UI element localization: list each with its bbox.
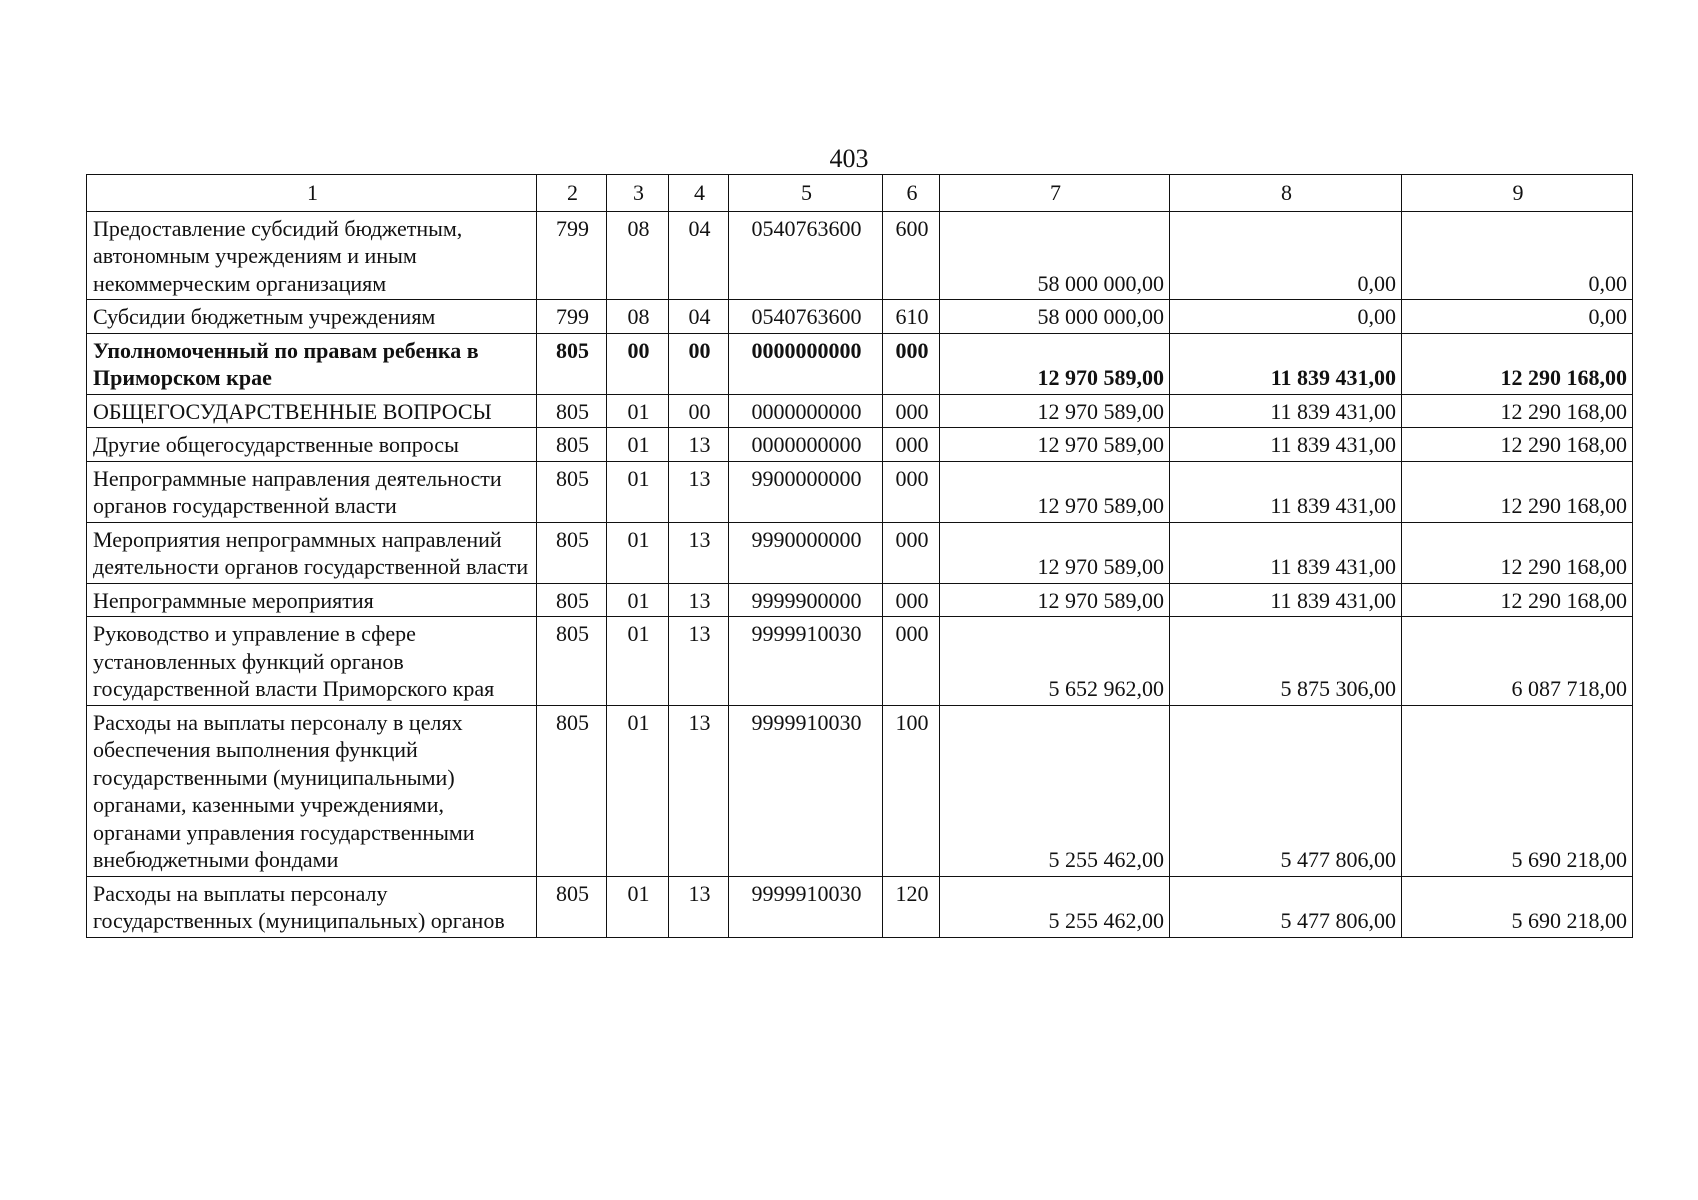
expense-type-cell: 100 [883, 705, 940, 876]
ministry-code-cell: 805 [537, 705, 607, 876]
target-article-cell: 0540763600 [729, 300, 883, 334]
target-article-cell: 9999910030 [729, 705, 883, 876]
section-code-cell: 01 [607, 617, 669, 706]
item-name-cell: Предоставление субсидий бюджетным, автономным учреждениям и иным некоммерческим организациям [87, 211, 537, 300]
table-row [87, 705, 1633, 876]
section-code-cell: 01 [607, 522, 669, 583]
subsection-code-cell: 13 [669, 461, 729, 522]
budget-table [86, 174, 1633, 938]
column-header: 7 [940, 175, 1170, 212]
subsection-code-cell: 13 [669, 583, 729, 617]
ministry-code-cell: 805 [537, 583, 607, 617]
amount-col7-cell: 5 255 462,00 [940, 876, 1170, 937]
subsection-code-cell: 13 [669, 705, 729, 876]
amount-col8-cell: 11 839 431,00 [1170, 461, 1402, 522]
item-name-cell: Уполномоченный по правам ребенка в Приморском крае [87, 333, 537, 394]
amount-col9-cell: 6 087 718,00 [1402, 617, 1633, 706]
expense-type-cell: 000 [883, 617, 940, 706]
amount-col8-cell: 5 477 806,00 [1170, 876, 1402, 937]
column-header: 4 [669, 175, 729, 212]
expense-type-cell: 120 [883, 876, 940, 937]
table-row [87, 461, 1633, 522]
item-name-cell: Непрограммные мероприятия [87, 583, 537, 617]
amount-col7-cell: 12 970 589,00 [940, 522, 1170, 583]
amount-col8-cell: 5 477 806,00 [1170, 705, 1402, 876]
target-article-cell: 0000000000 [729, 333, 883, 394]
amount-col9-cell: 5 690 218,00 [1402, 876, 1633, 937]
amount-col9-cell: 12 290 168,00 [1402, 333, 1633, 394]
section-code-cell: 00 [607, 333, 669, 394]
subsection-code-cell: 00 [669, 333, 729, 394]
amount-col7-cell: 58 000 000,00 [940, 300, 1170, 334]
ministry-code-cell: 805 [537, 394, 607, 428]
amount-col9-cell: 5 690 218,00 [1402, 705, 1633, 876]
expense-type-cell: 000 [883, 394, 940, 428]
amount-col7-cell: 58 000 000,00 [940, 211, 1170, 300]
expense-type-cell: 000 [883, 583, 940, 617]
amount-col8-cell: 11 839 431,00 [1170, 428, 1402, 462]
column-header: 6 [883, 175, 940, 212]
table-row [87, 617, 1633, 706]
table-row [87, 211, 1633, 300]
item-name-cell: Расходы на выплаты персоналу в целях обеспечения выполнения функций государственными (муниципальными) органами, казенными учреждениями, органами управления государственными внебюджетными фондами [87, 705, 537, 876]
column-number-row [87, 175, 1633, 212]
amount-col8-cell: 11 839 431,00 [1170, 333, 1402, 394]
item-name-cell: Субсидии бюджетным учреждениям [87, 300, 537, 334]
target-article-cell: 0000000000 [729, 394, 883, 428]
ministry-code-cell: 805 [537, 461, 607, 522]
column-header: 5 [729, 175, 883, 212]
item-name-cell: Расходы на выплаты персоналу государственных (муниципальных) органов [87, 876, 537, 937]
target-article-cell: 9900000000 [729, 461, 883, 522]
target-article-cell: 9999910030 [729, 876, 883, 937]
amount-col9-cell: 0,00 [1402, 300, 1633, 334]
subsection-code-cell: 13 [669, 522, 729, 583]
amount-col7-cell: 12 970 589,00 [940, 461, 1170, 522]
amount-col8-cell: 11 839 431,00 [1170, 583, 1402, 617]
subsection-code-cell: 13 [669, 617, 729, 706]
amount-col9-cell: 12 290 168,00 [1402, 522, 1633, 583]
section-code-cell: 01 [607, 428, 669, 462]
expense-type-cell: 610 [883, 300, 940, 334]
target-article-cell: 9999910030 [729, 617, 883, 706]
amount-col7-cell: 12 970 589,00 [940, 583, 1170, 617]
amount-col8-cell: 0,00 [1170, 211, 1402, 300]
subsection-code-cell: 13 [669, 428, 729, 462]
amount-col9-cell: 12 290 168,00 [1402, 394, 1633, 428]
ministry-code-cell: 805 [537, 617, 607, 706]
ministry-code-cell: 805 [537, 876, 607, 937]
table-body [87, 175, 1633, 938]
target-article-cell: 0540763600 [729, 211, 883, 300]
table-row [87, 394, 1633, 428]
expense-type-cell: 000 [883, 461, 940, 522]
ministry-code-cell: 799 [537, 211, 607, 300]
item-name-cell: Мероприятия непрограммных направлений деятельности органов государственной власти [87, 522, 537, 583]
amount-col7-cell: 5 255 462,00 [940, 705, 1170, 876]
table-row [87, 583, 1633, 617]
item-name-cell: Руководство и управление в сфере установленных функций органов государственной власти Приморского края [87, 617, 537, 706]
section-code-cell: 01 [607, 705, 669, 876]
column-header: 9 [1402, 175, 1633, 212]
table-row [87, 428, 1633, 462]
amount-col8-cell: 0,00 [1170, 300, 1402, 334]
section-code-cell: 01 [607, 583, 669, 617]
section-code-cell: 08 [607, 300, 669, 334]
table-row [87, 876, 1633, 937]
column-header: 2 [537, 175, 607, 212]
amount-col9-cell: 12 290 168,00 [1402, 428, 1633, 462]
target-article-cell: 9999900000 [729, 583, 883, 617]
section-code-cell: 01 [607, 461, 669, 522]
table-row [87, 333, 1633, 394]
ministry-code-cell: 805 [537, 333, 607, 394]
amount-col9-cell: 0,00 [1402, 211, 1633, 300]
expense-type-cell: 000 [883, 428, 940, 462]
target-article-cell: 0000000000 [729, 428, 883, 462]
amount-col8-cell: 11 839 431,00 [1170, 394, 1402, 428]
amount-col7-cell: 12 970 589,00 [940, 394, 1170, 428]
table-row [87, 300, 1633, 334]
expense-type-cell: 600 [883, 211, 940, 300]
item-name-cell: ОБЩЕГОСУДАРСТВЕННЫЕ ВОПРОСЫ [87, 394, 537, 428]
amount-col9-cell: 12 290 168,00 [1402, 583, 1633, 617]
section-code-cell: 01 [607, 394, 669, 428]
section-code-cell: 01 [607, 876, 669, 937]
amount-col9-cell: 12 290 168,00 [1402, 461, 1633, 522]
table-row [87, 522, 1633, 583]
amount-col7-cell: 12 970 589,00 [940, 333, 1170, 394]
amount-col7-cell: 5 652 962,00 [940, 617, 1170, 706]
column-header: 3 [607, 175, 669, 212]
item-name-cell: Непрограммные направления деятельности органов государственной власти [87, 461, 537, 522]
section-code-cell: 08 [607, 211, 669, 300]
amount-col7-cell: 12 970 589,00 [940, 428, 1170, 462]
subsection-code-cell: 00 [669, 394, 729, 428]
amount-col8-cell: 11 839 431,00 [1170, 522, 1402, 583]
subsection-code-cell: 04 [669, 300, 729, 334]
amount-col8-cell: 5 875 306,00 [1170, 617, 1402, 706]
subsection-code-cell: 04 [669, 211, 729, 300]
target-article-cell: 9990000000 [729, 522, 883, 583]
ministry-code-cell: 799 [537, 300, 607, 334]
page-number: 403 [829, 144, 869, 173]
ministry-code-cell: 805 [537, 428, 607, 462]
column-header: 8 [1170, 175, 1402, 212]
column-header: 1 [87, 175, 537, 212]
subsection-code-cell: 13 [669, 876, 729, 937]
expense-type-cell: 000 [883, 333, 940, 394]
ministry-code-cell: 805 [537, 522, 607, 583]
item-name-cell: Другие общегосударственные вопросы [87, 428, 537, 462]
expense-type-cell: 000 [883, 522, 940, 583]
